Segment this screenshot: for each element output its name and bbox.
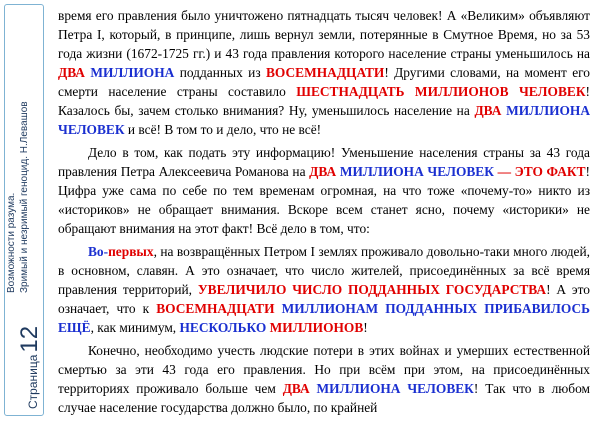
highlight-red: первых [108, 244, 154, 259]
sidebar-book-subtitle: Зримый и незримый геноцид. Н.Левашов [19, 101, 30, 293]
paragraph-3 [58, 242, 590, 337]
text-run: ! Другими словами, на момент его смерти население страны составило [58, 65, 590, 99]
highlight-red: ДВА [58, 65, 85, 80]
text-run: , на возвращённых Петром I землях проживало довольно-таки много людей, в основном, славян. А это означает, что число жителей, присоединённых за всё время правления территорий, [58, 244, 590, 297]
highlight-red: ДВА [282, 381, 310, 396]
text-run: ! Цифра уже сама по себе по тем временам огромная, на что тоже «почему-то» никто из «историков» не обращает внимания. Вскоре всем станет ясно, почему «историки» не обращают внимания на этот факт! Всё дело в том, что: [58, 164, 590, 236]
highlight-red: — ЭТО ФАКТ [493, 164, 586, 179]
highlight-blue: МИЛЛИОНА ЧЕЛОВЕК [58, 103, 590, 137]
text-run: Дело в том, как подать эту информацию! Уменьшение населения страны за 43 года правления Петра Алексеевича Романова на [58, 145, 590, 179]
text-run: Конечно, необходимо учесть людские потери в этих войнах и умерших естественной смертью за эти 43 года его правления. Но при всём при этом, на присоединённых территориях проживало больше чем [58, 343, 590, 396]
highlight-blue: МИЛЛИОНА [90, 65, 175, 80]
text-run: ! Казалось бы, зачем столько внимания? Ну, уменьшилось население на [58, 84, 590, 118]
text-run: ! А это означает, что к [58, 282, 590, 316]
highlight-blue: НЕСКОЛЬКО [179, 320, 267, 335]
highlight-blue: МИЛЛИОНА ЧЕЛОВЕК [316, 381, 474, 396]
sidebar-frame [4, 4, 44, 416]
page-number: 12 [16, 325, 43, 353]
highlight-red: МИЛЛИОНОВ [269, 320, 364, 335]
text-run: , как минимум, [90, 320, 180, 335]
page-number-label [16, 326, 44, 409]
text-run: подданных из [174, 65, 266, 80]
highlight-red: ВОСЕМНАДЦАТИ [266, 65, 385, 80]
highlight-blue: МИЛЛИОНАМ ПОДДАННЫХ ПРИБАВИЛОСЬ ЕЩЁ [58, 301, 590, 335]
highlight-red: ДВА [309, 164, 337, 179]
document-body [58, 6, 590, 417]
sidebar-title [5, 17, 31, 297]
paragraph-2 [58, 143, 590, 238]
text-run: время его правления было уничтожено пятнадцать тысяч человек! А «Великим» объявляют Петра I, который, в принципе, лишь вернул земли, потерянные в Смутное Время, но за 53 года жизни (1672-1725 гг.) и 43 года правления которого население страны уменьшилось на [58, 8, 590, 61]
highlight-red: УВЕЛИЧИЛО ЧИСЛО ПОДДАННЫХ ГОСУДАРСТВА [197, 282, 547, 297]
text-run: ! [363, 320, 368, 335]
highlight-blue: МИЛЛИОНА ЧЕЛОВЕК [339, 164, 494, 179]
page-word: Страница [26, 354, 40, 409]
highlight-red: ШЕСТНАДЦАТЬ МИЛЛИОНОВ ЧЕЛОВЕК [296, 84, 586, 99]
highlight-blue: Во- [88, 244, 109, 259]
paragraph-1 [58, 6, 590, 139]
text-run: и всё! В том то и дело, что не всё! [124, 122, 322, 137]
highlight-red: ДВА [474, 103, 502, 118]
paragraph-4 [58, 341, 590, 417]
sidebar-book-title: Возможности разума. [6, 192, 17, 293]
text-run: ! Так что в любом случае население государства должно было, по крайней [58, 381, 590, 415]
highlight-red: ВОСЕМНАДЦАТИ [156, 301, 275, 316]
